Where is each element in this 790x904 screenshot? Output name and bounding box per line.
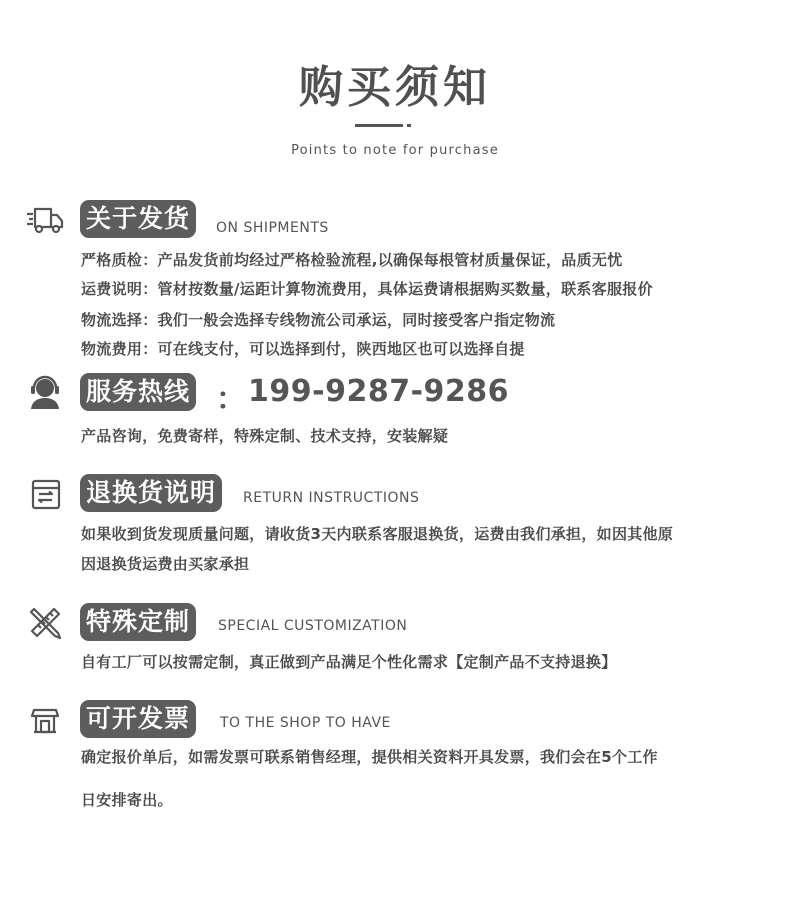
page-subtitle: Points to note for purchase [291,143,499,158]
truck-icon [26,200,64,238]
hotline-phone-number: 199-9287-9286 [248,374,510,409]
shipping-line-4: 物流费用：可在线支付，可以选择到付，陕西地区也可以选择自提 [81,340,525,358]
ruler-pencil-icon [26,603,64,641]
custom-line: 自有工厂可以按需定制，真正做到产品满足个性化需求【定制产品不支持退换】 [81,653,617,671]
returns-line-2: 因退换货运费由买家承担 [81,555,250,573]
hotline-heading: 服务热线 [80,373,196,411]
shipping-line-3: 物流选择：我们一般会选择专线物流公司承运，同时接受客户指定物流 [81,311,556,329]
shipping-heading: 关于发货 [80,200,196,238]
title-underline [355,124,403,127]
custom-heading-en: SPECIAL CUSTOMIZATION [218,618,408,634]
shipping-line-1: 严格质检：产品发货前均经过严格检验流程,以确保每根管材质量保证，品质无忧 [81,251,623,269]
hotline-line: 产品咨询，免费寄样，特殊定制、技术支持，安装解疑 [81,427,449,445]
invoice-line-1: 确定报价单后，如需发票可联系销售经理，提供相关资料开具发票，我们会在5个工作 [81,748,658,766]
returns-heading: 退换货说明 [80,474,222,512]
invoice-line-2: 日安排寄出。 [81,791,173,809]
shop-icon [26,700,64,738]
returns-line-1: 如果收到货发现质量问题，请收货3天内联系客服退换货，运费由我们承担，如因其他原 [81,525,674,543]
shipping-heading-en: ON SHIPMENTS [216,220,329,236]
invoice-heading-en: TO THE SHOP TO HAVE [220,715,391,731]
returns-heading-en: RETURN INSTRUCTIONS [243,490,420,506]
customer-service-icon [26,373,64,411]
return-box-icon [26,474,64,512]
hotline-colon: ： [216,382,246,417]
page-title: 购买须知 [299,62,491,113]
invoice-heading: 可开发票 [80,700,196,738]
custom-heading: 特殊定制 [80,603,196,641]
title-underline-dot [407,124,411,127]
shipping-line-2: 运费说明：管材按数量/运距计算物流费用，具体运费请根据购买数量，联系客服报价 [81,280,653,298]
